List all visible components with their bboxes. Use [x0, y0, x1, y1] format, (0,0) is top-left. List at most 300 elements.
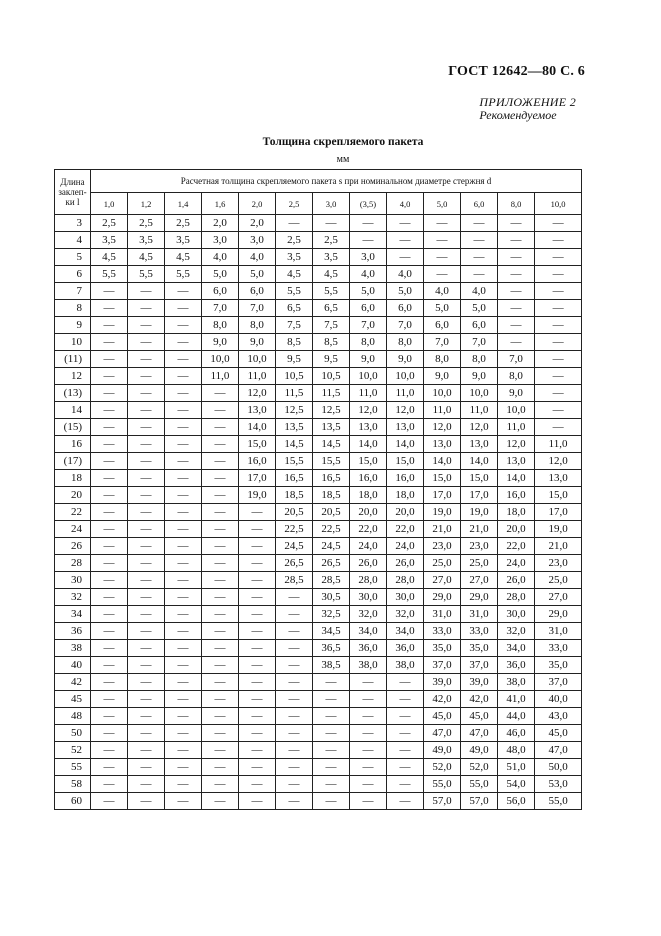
thickness-cell: —	[202, 470, 239, 487]
thickness-cell: 12,5	[313, 402, 350, 419]
thickness-cell: 24,5	[276, 538, 313, 555]
thickness-cell: —	[165, 317, 202, 334]
thickness-cell: —	[128, 538, 165, 555]
thickness-cell: 31,0	[535, 623, 582, 640]
thickness-cell: 8,0	[461, 351, 498, 368]
thickness-cell: 52,0	[424, 759, 461, 776]
thickness-cell: —	[165, 351, 202, 368]
thickness-cell: —	[239, 521, 276, 538]
thickness-cell: 12,0	[387, 402, 424, 419]
thickness-cell: 50,0	[535, 759, 582, 776]
thickness-cell: 12,0	[424, 419, 461, 436]
thickness-cell: —	[128, 742, 165, 759]
thickness-cell: 16,5	[276, 470, 313, 487]
table-row	[55, 334, 582, 351]
thickness-cell: —	[239, 606, 276, 623]
table-row	[55, 793, 582, 810]
thickness-cell: 16,0	[239, 453, 276, 470]
thickness-cell: 7,5	[313, 317, 350, 334]
thickness-cell: 35,0	[424, 640, 461, 657]
thickness-cell: 7,0	[202, 300, 239, 317]
thickness-cell: 28,0	[387, 572, 424, 589]
thickness-cell: 39,0	[461, 674, 498, 691]
thickness-cell: —	[128, 572, 165, 589]
thickness-cell: 15,0	[424, 470, 461, 487]
thickness-cell: 13,0	[424, 436, 461, 453]
thickness-cell: 22,0	[498, 538, 535, 555]
thickness-cell: —	[165, 402, 202, 419]
thickness-cell: —	[91, 674, 128, 691]
thickness-cell: —	[91, 555, 128, 572]
thickness-cell: 5,0	[387, 283, 424, 300]
thickness-cell: —	[350, 215, 387, 232]
thickness-cell: —	[313, 742, 350, 759]
standard-header: ГОСТ 12642—80 С. 6	[448, 64, 585, 79]
thickness-cell: 9,0	[350, 351, 387, 368]
thickness-cell: 3,5	[276, 249, 313, 266]
thickness-cell: —	[276, 691, 313, 708]
thickness-cell: 41,0	[498, 691, 535, 708]
thickness-cell: —	[535, 334, 582, 351]
thickness-cell: 3,5	[91, 232, 128, 249]
thickness-cell: —	[128, 623, 165, 640]
thickness-cell: 37,0	[535, 674, 582, 691]
thickness-cell: 11,0	[461, 402, 498, 419]
thickness-cell: —	[128, 555, 165, 572]
thickness-cell: 11,0	[535, 436, 582, 453]
thickness-cell: —	[91, 368, 128, 385]
table-row	[55, 674, 582, 691]
thickness-cell: 38,0	[387, 657, 424, 674]
thickness-cell: 32,0	[498, 623, 535, 640]
thickness-cell: —	[276, 623, 313, 640]
thickness-cell: 6,0	[424, 317, 461, 334]
thickness-cell: 13,0	[387, 419, 424, 436]
thickness-cell: 44,0	[498, 708, 535, 725]
thickness-cell: 7,0	[498, 351, 535, 368]
thickness-cell: 12,0	[239, 385, 276, 402]
thickness-cell: 14,0	[350, 436, 387, 453]
thickness-cell: —	[91, 419, 128, 436]
thickness-cell: —	[535, 419, 582, 436]
thickness-cell: 38,0	[350, 657, 387, 674]
thickness-cell: 8,5	[313, 334, 350, 351]
unit-label: мм	[336, 154, 350, 165]
thickness-cell: 17,0	[424, 487, 461, 504]
thickness-cell: —	[202, 436, 239, 453]
thickness-cell: 22,0	[387, 521, 424, 538]
thickness-cell: 42,0	[424, 691, 461, 708]
thickness-cell: 9,5	[313, 351, 350, 368]
thickness-cell: 20,0	[498, 521, 535, 538]
thickness-cell: 33,0	[535, 640, 582, 657]
table-row	[55, 708, 582, 725]
length-cell: 60	[55, 793, 91, 810]
thickness-cell: 4,0	[239, 249, 276, 266]
thickness-cell: —	[424, 249, 461, 266]
thickness-cell: —	[165, 300, 202, 317]
thickness-cell: 14,5	[276, 436, 313, 453]
thickness-cell: —	[535, 351, 582, 368]
appendix-block	[479, 96, 576, 122]
thickness-cell: 3,0	[202, 232, 239, 249]
thickness-cell: 6,0	[387, 300, 424, 317]
thickness-cell: 30,0	[350, 589, 387, 606]
thickness-cell: 2,5	[313, 232, 350, 249]
thickness-cell: —	[202, 793, 239, 810]
thickness-cell: 7,0	[461, 334, 498, 351]
thickness-cell: —	[91, 436, 128, 453]
thickness-cell: —	[276, 759, 313, 776]
thickness-cell: 12,0	[498, 436, 535, 453]
thickness-cell: 2,0	[239, 215, 276, 232]
thickness-cell: 32,0	[350, 606, 387, 623]
thickness-cell: 10,0	[461, 385, 498, 402]
diameter-header-cell: 4,0	[387, 193, 424, 215]
thickness-cell: 23,0	[535, 555, 582, 572]
thickness-cell: —	[202, 572, 239, 589]
thickness-cell: —	[535, 368, 582, 385]
table-row	[55, 266, 582, 283]
thickness-header: Расчетная толщина скрепляемого пакета s при номинальном диаметре стержня d	[91, 170, 582, 193]
table-row	[55, 470, 582, 487]
thickness-cell: 22,5	[313, 521, 350, 538]
thickness-cell: —	[128, 334, 165, 351]
thickness-cell: 9,5	[276, 351, 313, 368]
thickness-cell: —	[239, 538, 276, 555]
thickness-cell: 2,5	[91, 215, 128, 232]
thickness-cell: —	[91, 521, 128, 538]
thickness-cell: —	[461, 249, 498, 266]
thickness-cell: —	[165, 742, 202, 759]
thickness-cell: —	[535, 215, 582, 232]
thickness-cell: 4,5	[313, 266, 350, 283]
thickness-cell: 4,5	[128, 249, 165, 266]
thickness-cell: —	[350, 691, 387, 708]
thickness-cell: 45,0	[535, 725, 582, 742]
thickness-cell: 35,0	[461, 640, 498, 657]
thickness-cell: —	[202, 640, 239, 657]
thickness-cell: —	[91, 504, 128, 521]
thickness-cell: —	[128, 385, 165, 402]
thickness-cell: 6,5	[313, 300, 350, 317]
thickness-cell: 10,0	[202, 351, 239, 368]
thickness-cell: 7,0	[239, 300, 276, 317]
thickness-cell: —	[128, 708, 165, 725]
length-cell: 32	[55, 589, 91, 606]
thickness-cell: —	[91, 351, 128, 368]
thickness-cell: 22,5	[276, 521, 313, 538]
thickness-cell: —	[535, 232, 582, 249]
thickness-cell: —	[276, 725, 313, 742]
thickness-cell: 5,5	[91, 266, 128, 283]
thickness-cell: 47,0	[461, 725, 498, 742]
thickness-table	[54, 169, 582, 810]
thickness-cell: —	[313, 776, 350, 793]
thickness-cell: 21,0	[424, 521, 461, 538]
thickness-cell: 13,0	[498, 453, 535, 470]
table-row	[55, 640, 582, 657]
thickness-cell: —	[165, 334, 202, 351]
thickness-cell: 4,0	[350, 266, 387, 283]
length-cell: (15)	[55, 419, 91, 436]
thickness-cell: 16,0	[387, 470, 424, 487]
thickness-cell: —	[165, 470, 202, 487]
thickness-cell: —	[128, 759, 165, 776]
thickness-cell: —	[387, 725, 424, 742]
thickness-cell: 19,0	[535, 521, 582, 538]
appendix-label: ПРИЛОЖЕНИЕ 2	[479, 95, 576, 109]
thickness-cell: —	[165, 283, 202, 300]
thickness-cell: 9,0	[424, 368, 461, 385]
thickness-cell: 6,0	[350, 300, 387, 317]
table-row	[55, 691, 582, 708]
thickness-cell: —	[202, 487, 239, 504]
thickness-cell: 14,0	[387, 436, 424, 453]
thickness-cell: 10,0	[424, 385, 461, 402]
thickness-cell: 15,5	[313, 453, 350, 470]
length-cell: 5	[55, 249, 91, 266]
thickness-cell: 5,0	[239, 266, 276, 283]
thickness-cell: —	[128, 776, 165, 793]
length-cell: 10	[55, 334, 91, 351]
thickness-cell: 36,0	[387, 640, 424, 657]
length-cell: 24	[55, 521, 91, 538]
thickness-cell: —	[91, 742, 128, 759]
thickness-cell: 10,5	[313, 368, 350, 385]
thickness-cell: —	[128, 606, 165, 623]
thickness-cell: 34,0	[350, 623, 387, 640]
table-row	[55, 742, 582, 759]
thickness-cell: 20,5	[276, 504, 313, 521]
thickness-cell: —	[128, 487, 165, 504]
thickness-cell: 38,0	[498, 674, 535, 691]
thickness-cell: —	[239, 640, 276, 657]
thickness-cell: —	[165, 759, 202, 776]
thickness-cell: 16,0	[350, 470, 387, 487]
thickness-cell: —	[91, 470, 128, 487]
thickness-cell: 8,0	[498, 368, 535, 385]
thickness-cell: 45,0	[461, 708, 498, 725]
length-cell: 18	[55, 470, 91, 487]
thickness-cell: 30,5	[313, 589, 350, 606]
thickness-cell: 2,0	[202, 215, 239, 232]
thickness-cell: —	[91, 300, 128, 317]
thickness-cell: —	[91, 589, 128, 606]
thickness-cell: 38,5	[313, 657, 350, 674]
length-cell: 36	[55, 623, 91, 640]
diameter-header-cell: (3,5)	[350, 193, 387, 215]
thickness-cell: —	[91, 691, 128, 708]
thickness-cell: 14,0	[461, 453, 498, 470]
table-row	[55, 725, 582, 742]
thickness-cell: 6,0	[461, 317, 498, 334]
thickness-cell: —	[202, 725, 239, 742]
thickness-cell: —	[165, 606, 202, 623]
thickness-cell: 5,0	[461, 300, 498, 317]
thickness-cell: 9,0	[239, 334, 276, 351]
thickness-cell: —	[461, 266, 498, 283]
table-row	[55, 402, 582, 419]
thickness-cell: 6,5	[276, 300, 313, 317]
thickness-cell: 29,0	[424, 589, 461, 606]
thickness-cell: —	[165, 793, 202, 810]
thickness-cell: —	[202, 674, 239, 691]
thickness-cell: 55,0	[461, 776, 498, 793]
table-body	[55, 215, 582, 810]
thickness-cell: —	[91, 402, 128, 419]
table-row	[55, 215, 582, 232]
thickness-cell: 15,5	[276, 453, 313, 470]
thickness-cell: 55,0	[535, 793, 582, 810]
thickness-cell: —	[535, 300, 582, 317]
thickness-cell: 29,0	[461, 589, 498, 606]
thickness-cell: —	[535, 317, 582, 334]
thickness-cell: 20,0	[350, 504, 387, 521]
thickness-cell: 27,0	[461, 572, 498, 589]
thickness-cell: 3,5	[313, 249, 350, 266]
thickness-cell: —	[165, 691, 202, 708]
thickness-cell: 36,0	[350, 640, 387, 657]
thickness-cell: 53,0	[535, 776, 582, 793]
table-title: Толщина скрепляемого пакета	[262, 136, 424, 148]
thickness-cell: —	[313, 691, 350, 708]
length-cell: 3	[55, 215, 91, 232]
thickness-cell: 31,0	[461, 606, 498, 623]
thickness-cell: —	[424, 215, 461, 232]
thickness-cell: 4,0	[387, 266, 424, 283]
thickness-cell: 29,0	[535, 606, 582, 623]
thickness-cell: —	[128, 351, 165, 368]
thickness-cell: 16,5	[313, 470, 350, 487]
table-row	[55, 351, 582, 368]
thickness-cell: 26,5	[313, 555, 350, 572]
thickness-cell: 25,0	[461, 555, 498, 572]
length-cell: 38	[55, 640, 91, 657]
thickness-cell: —	[202, 776, 239, 793]
thickness-cell: —	[387, 759, 424, 776]
table-row	[55, 385, 582, 402]
thickness-cell: —	[202, 538, 239, 555]
thickness-cell: —	[128, 317, 165, 334]
thickness-cell: 18,5	[276, 487, 313, 504]
thickness-cell: —	[202, 453, 239, 470]
thickness-cell: —	[91, 283, 128, 300]
length-cell: 48	[55, 708, 91, 725]
thickness-cell: 4,5	[91, 249, 128, 266]
length-cell: 22	[55, 504, 91, 521]
thickness-cell: —	[498, 249, 535, 266]
thickness-cell: —	[387, 215, 424, 232]
thickness-cell: 28,5	[313, 572, 350, 589]
thickness-cell: 37,0	[424, 657, 461, 674]
thickness-cell: 34,5	[313, 623, 350, 640]
thickness-cell: —	[239, 657, 276, 674]
thickness-cell: 57,0	[424, 793, 461, 810]
thickness-cell: —	[350, 674, 387, 691]
table-row	[55, 419, 582, 436]
thickness-cell: —	[91, 793, 128, 810]
thickness-cell: 26,0	[350, 555, 387, 572]
thickness-cell: 26,5	[276, 555, 313, 572]
diameter-header-cell: 1,0	[91, 193, 128, 215]
thickness-cell: —	[165, 555, 202, 572]
thickness-cell: 5,0	[350, 283, 387, 300]
thickness-cell: —	[202, 521, 239, 538]
thickness-cell: —	[424, 266, 461, 283]
diameter-header-cell: 1,2	[128, 193, 165, 215]
length-cell: 4	[55, 232, 91, 249]
thickness-cell: 14,0	[239, 419, 276, 436]
length-cell: 12	[55, 368, 91, 385]
thickness-cell: 12,5	[276, 402, 313, 419]
thickness-cell: —	[91, 385, 128, 402]
thickness-cell: —	[498, 317, 535, 334]
thickness-cell: —	[387, 708, 424, 725]
thickness-cell: 13,0	[461, 436, 498, 453]
thickness-cell: 18,5	[313, 487, 350, 504]
length-cell: (11)	[55, 351, 91, 368]
thickness-cell: —	[202, 708, 239, 725]
thickness-cell: —	[165, 589, 202, 606]
diameter-header-cell: 1,6	[202, 193, 239, 215]
thickness-cell: —	[202, 759, 239, 776]
table-row	[55, 521, 582, 538]
thickness-cell: —	[128, 453, 165, 470]
diameter-header-cell: 2,0	[239, 193, 276, 215]
thickness-cell: 8,0	[424, 351, 461, 368]
thickness-cell: —	[239, 725, 276, 742]
thickness-cell: —	[91, 334, 128, 351]
thickness-cell: —	[202, 402, 239, 419]
thickness-cell: 8,0	[202, 317, 239, 334]
thickness-cell: —	[350, 776, 387, 793]
thickness-cell: 2,5	[165, 215, 202, 232]
thickness-cell: 46,0	[498, 725, 535, 742]
table-row	[55, 368, 582, 385]
thickness-cell: —	[350, 708, 387, 725]
thickness-cell: 20,0	[387, 504, 424, 521]
thickness-cell: 24,0	[350, 538, 387, 555]
thickness-cell: —	[498, 215, 535, 232]
thickness-cell: 13,5	[313, 419, 350, 436]
thickness-cell: 45,0	[424, 708, 461, 725]
thickness-cell: 3,5	[128, 232, 165, 249]
thickness-cell: —	[276, 793, 313, 810]
thickness-cell: 31,0	[424, 606, 461, 623]
thickness-cell: —	[387, 674, 424, 691]
thickness-cell: —	[535, 266, 582, 283]
thickness-cell: 15,0	[239, 436, 276, 453]
thickness-cell: 21,0	[461, 521, 498, 538]
thickness-cell: 12,0	[535, 453, 582, 470]
thickness-cell: 9,0	[498, 385, 535, 402]
length-cell: 40	[55, 657, 91, 674]
thickness-cell: —	[128, 691, 165, 708]
thickness-cell: —	[128, 402, 165, 419]
thickness-cell: —	[313, 793, 350, 810]
length-cell: 14	[55, 402, 91, 419]
thickness-cell: 24,0	[387, 538, 424, 555]
thickness-cell: —	[239, 674, 276, 691]
thickness-cell: 15,0	[350, 453, 387, 470]
thickness-cell: 23,0	[424, 538, 461, 555]
length-cell: (13)	[55, 385, 91, 402]
thickness-cell: —	[276, 708, 313, 725]
thickness-cell: —	[239, 776, 276, 793]
length-cell: 30	[55, 572, 91, 589]
diameter-header-cell: 2,5	[276, 193, 313, 215]
